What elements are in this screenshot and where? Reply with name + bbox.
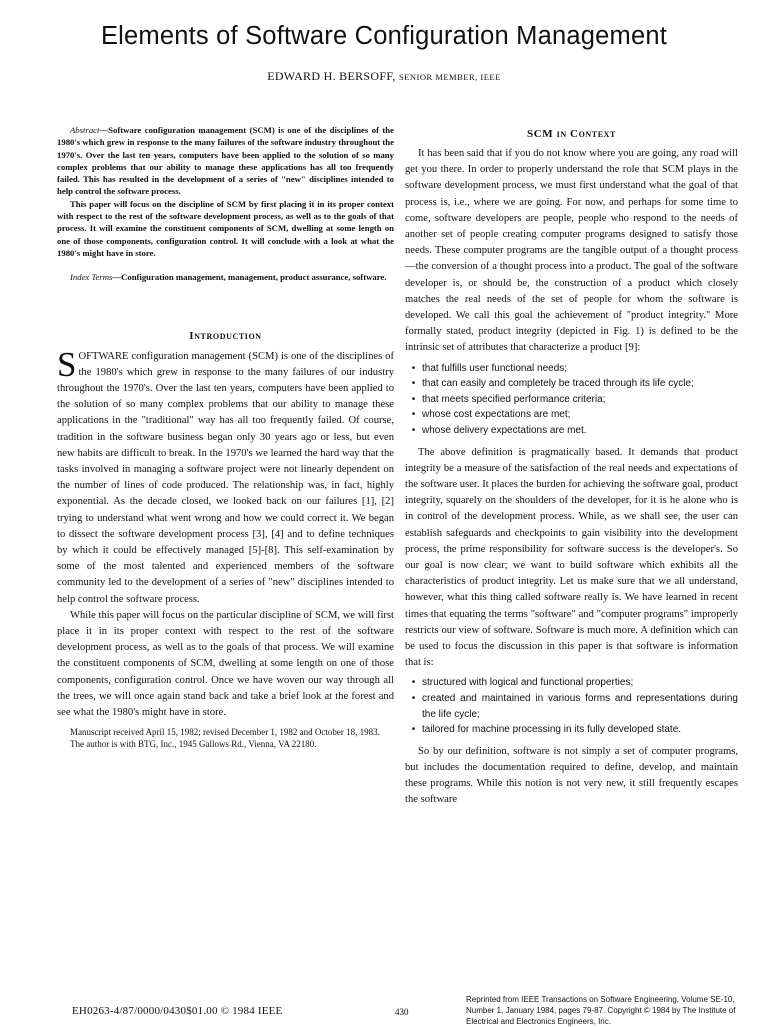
abstract-paragraph-1: —Software configuration management (SCM) is one of the disciplines of the 1980's which grew in response to the many failures of the software industry throughout the 1970's. Over the last ten years, computers have been applied to the solution of so many complex problems that our ability to manage these applications has all too frequently failed. This has resulted in the development of a series of "new" disciplines intended to help control the software process. — [57, 125, 394, 197]
bullet-icon: • — [411, 409, 416, 421]
footnote-received: Manuscript received April 15, 1982; revised December 1, 1982 and October 18, 1983. — [70, 727, 380, 738]
bullet-icon: • — [411, 724, 416, 736]
introduction-paragraph-1 — [57, 344, 394, 608]
index-terms — [57, 271, 394, 283]
list-item — [405, 691, 738, 722]
left-column — [57, 124, 394, 750]
index-terms-label: Index Terms — [70, 272, 113, 283]
bullet-icon: • — [411, 425, 416, 437]
list-item-text: that can easily and completely be traced through its life cycle; — [422, 378, 694, 390]
list-item — [405, 376, 738, 392]
abstract-paragraph-2: This paper will focus on the discipline of SCM by first placing it in its proper context with respect to the rest of the software development process, as well as to the goals of that process. It will examine the constituent components of SCM, dwelling at some length on one of those components, configuration control. It will conclude with a look at what the 1980's might have in store. — [57, 198, 394, 258]
footnote-affiliation: The author is with BTG, Inc., 1945 Gallows Rd., Vienna, VA 22180. — [70, 738, 317, 749]
introduction-paragraph-1-text: OFTWARE configuration management (SCM) is one of the disciplines of the 1980's which grew in response to the many failures of our industry throughout the 1970's. Over the last ten years, computers have been applied to the solution of so many complex problems that our ability to manage these applications in the "traditional" way has all too frequently failed. Of course, tradition in the software business began only 30 years ago or less, but even new habits are difficult to break. In the 1970's we learned the hard way that the tasks involved in managing a software project were not linearly dependent on the number of lines of code produced. The relationship was, in fact, highly exponential. As the decade closed, we looked back on our failures [1], [2] trying to understand what went wrong and how we could correct it. We began to dissect the software development process [3], [4] and to define techniques by which it could be effectively managed [5]-[8]. This self-examination by some of the most talented and experienced members of the software community led to the development of a series of "new" disciplines intended to help control the software process. — [57, 350, 394, 605]
footnote — [57, 727, 394, 750]
bullet-icon: • — [411, 693, 416, 705]
author-name: EDWARD H. BERSOFF, — [267, 69, 396, 83]
list-item — [405, 361, 738, 377]
page-number: 430 — [395, 1007, 409, 1017]
bullet-icon: • — [411, 393, 416, 405]
list-item — [405, 407, 738, 423]
context-heading: SCM in Context — [527, 128, 616, 140]
abstract-label: Abstract — [70, 125, 100, 135]
paper-title: Elements of Software Configuration Management — [100, 22, 668, 50]
footer-code: EH0263-4/87/0000/0430$01.00 © 1984 IEEE — [72, 1005, 283, 1017]
list-item-text: structured with logical and functional properties; — [422, 677, 634, 689]
list-item — [405, 423, 738, 439]
list-item-text: that meets specified performance criteria; — [422, 393, 606, 405]
author-line — [0, 69, 768, 84]
context-paragraph-1: It has been said that if you do not know where you are going, any road will get you there. In order to properly understand the role that SCM plays in the software development process, we must first understand what the goal of that process is, i.e., where we are going. For now, and perhaps for some time to come, software developers are people, people who respond to the needs of another set of people creating computer programs designed to satisfy those needs. These computer programs are the tangible output of a thought process—the conversion of a thought process into a product. The goal of the software developer is, or should be, the construction of a product which closely matches the real needs of the set of people for whom the software is developed. We call this goal the achievement of "product integrity." More formally stated, product integrity (depicted in Fig. 1) is defined to be the intrinsic set of attributes that characterize a product [9]: — [405, 148, 738, 354]
bullet-icon: • — [411, 378, 416, 390]
list-item — [405, 392, 738, 408]
introduction-heading: Introduction — [189, 329, 262, 342]
index-terms-text: —Configuration management, management, product assurance, software. — [112, 272, 387, 283]
introduction-paragraph-2: While this paper will focus on the particular discipline of SCM, we will first place it in its proper context with respect to the rest of the software development process, as well as to the goals of that process. We will examine the constituent components of SCM, dwelling at some length on one of those components, configuration control. Once we have woven our way through all the trees, we will once again stand back and take a brief look at the forest and see what the 1980's might have in store. — [57, 609, 394, 719]
product-integrity-list — [405, 361, 738, 439]
list-item — [405, 675, 738, 691]
context-paragraph-3: So by our definition, software is not simply a set of computer programs, but includes the documentation required to define, develop, and maintain these programs. While this notion is not very new, it still frequently escapes the software — [405, 745, 738, 806]
reprint-notice: Reprinted from IEEE Transactions on Software Engineering, Volume SE-10, Number 1, January 1984, pages 79-87. Copyright © 1984 by The Institute of Electrical and Electronics Engineers, Inc. — [466, 995, 736, 1026]
right-column — [405, 128, 738, 809]
list-item-text: that fulfills user functional needs; — [422, 362, 568, 374]
author-role: SENIOR MEMBER, IEEE — [398, 72, 501, 82]
list-item-text: tailored for machine processing in its fully developed state. — [422, 724, 682, 736]
context-paragraph-2: The above definition is pragmatically based. It demands that product integrity be a measure of the satisfaction of the real needs and expectations of the software user. It places the burden for achieving the software goal, product integrity, squarely on the shoulders of the developer, for it is he alone who is in control of the development process. While, as we shall see, the user can establish safeguards and checkpoints to gain visibility into the development process, the prime responsibility for software success is the developer's. So our goal is now clear; we want to build software which exhibits all the characteristics of product integrity. Let us make sure that we all understand, however, what this thing called software really is. We have learned in recent times that equating the terms "software" and "computer programs" improperly restricts our view of software. Software is much more. A definition which can be used to focus the discussion in this paper is that software is information that is: — [405, 446, 738, 669]
abstract — [57, 124, 394, 259]
drop-cap: S — [57, 344, 77, 384]
list-item-text: created and maintained in various forms and representations during the life cycle; — [422, 693, 738, 720]
bullet-icon: • — [411, 677, 416, 689]
list-item — [405, 722, 738, 738]
list-item-text: whose cost expectations are met; — [422, 409, 571, 421]
bullet-icon: • — [411, 362, 416, 374]
list-item-text: whose delivery expectations are met. — [422, 425, 587, 437]
software-definition-list — [405, 675, 738, 737]
